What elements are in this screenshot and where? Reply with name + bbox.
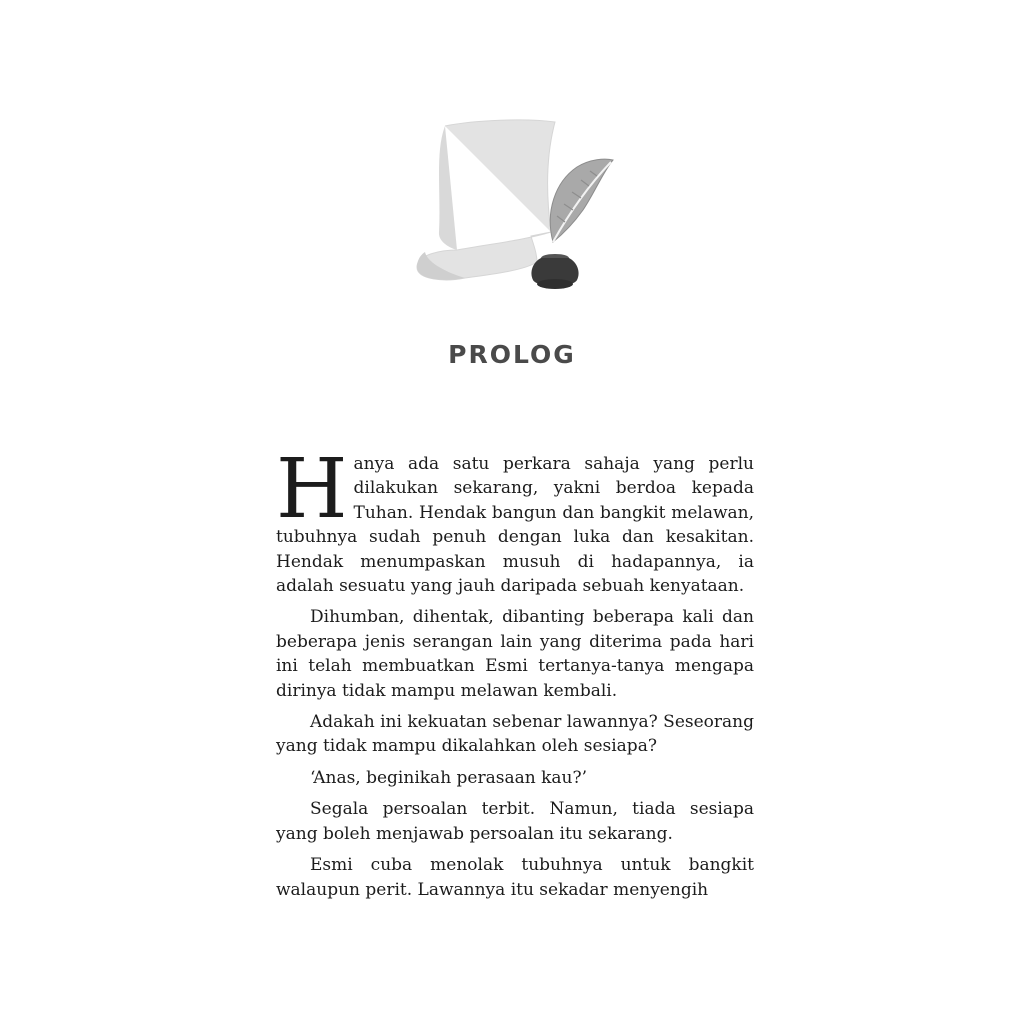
paragraph: Dihumban, dihentak, dibanting beberapa kali dan beberapa jenis serangan lain yang diterima pada hari ini telah membuatkan Esmi tertanya-tanya mengapa dirinya tidak mampu melawan kembali. bbox=[276, 607, 754, 701]
paragraph: ‘Anas, beginikah perasaan kau?’ bbox=[310, 767, 587, 788]
paragraph bbox=[276, 442, 754, 598]
chapter-title: PROLOG bbox=[448, 340, 576, 369]
paragraph: Adakah ini kekuatan sebenar lawannya? Seseorang yang tidak mampu dikalahkan oleh sesiapa? bbox=[276, 712, 754, 757]
paragraph: Segala persoalan terbit. Namun, tiada sesiapa yang boleh menjawab persoalan itu sekarang. bbox=[276, 799, 754, 844]
paragraph: Esmi cuba menolak tubuhnya untuk bangkit walaupun perit. Lawannya itu sekadar menyengih bbox=[276, 855, 754, 900]
drop-cap: H bbox=[276, 442, 348, 537]
paragraph-text: anya ada satu perkara sahaja yang perlu dilakukan sekarang, yakni berdoa kepada Tuhan. Hendak bangun dan bangkit melawan, tubuhnya sudah penuh dengan luka dan kesakitan. Hendak menumpaskan musuh di hadapannya, ia adalah sesuatu yang jauh daripada sebuah kenyataan. bbox=[276, 454, 754, 597]
chapter-body bbox=[276, 442, 754, 909]
scroll-quill-inkwell-icon bbox=[405, 112, 625, 302]
